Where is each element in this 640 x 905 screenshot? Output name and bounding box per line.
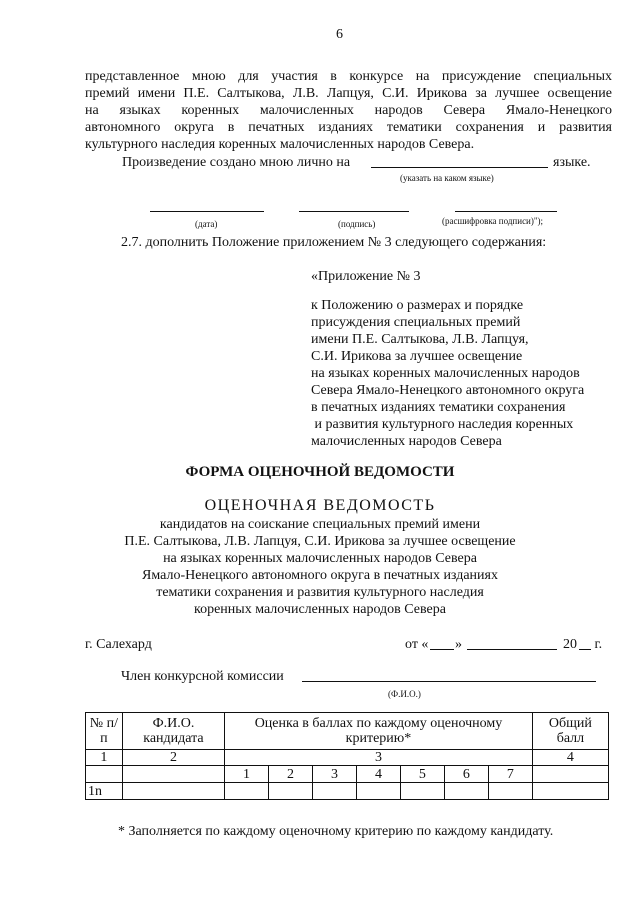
criterion-number: 3 xyxy=(313,766,357,783)
place: г. Салехард xyxy=(85,637,152,652)
appendix-line: имени П.Е. Салтыкова, Л.В. Лапцуя, xyxy=(311,332,529,347)
header-scores: Оценка в баллах по каждому оценочному критерию* xyxy=(225,713,533,750)
criterion-number: 4 xyxy=(356,766,400,783)
header-total: Общий балл xyxy=(532,713,608,750)
footnote: * Заполняется по каждому оценочному критерию по каждому кандидату. xyxy=(118,824,554,839)
col-index: 4 xyxy=(532,750,608,766)
intro-line: на языках коренных малочисленных народов Севера Ямало-Ненецкого xyxy=(85,103,612,118)
language-suffix: языке. xyxy=(553,155,591,170)
date-blank[interactable] xyxy=(150,211,264,212)
total-cell[interactable] xyxy=(532,783,608,800)
criterion-number: 5 xyxy=(400,766,444,783)
subtitle-line: тематики сохранения и развития культурного наследия xyxy=(156,585,484,600)
subtitle-line: П.Е. Салтыкова, Л.В. Лапцуя, С.И. Ирикова за лучшее освещение xyxy=(124,534,516,549)
appendix-line: С.И. Ирикова за лучшее освещение xyxy=(311,349,523,364)
appendix-line: к Положению о размерах и порядке xyxy=(311,298,524,313)
signature-blank[interactable] xyxy=(299,211,409,212)
col-index: 3 xyxy=(225,750,533,766)
appendix-title: «Приложение № 3 xyxy=(311,269,421,284)
appendix-line: и развития культурного наследия коренных xyxy=(311,417,574,432)
col-index: 1 xyxy=(86,750,123,766)
date-hint: (дата) xyxy=(195,219,218,229)
decoding-hint: (расшифровка подписи)"); xyxy=(442,216,544,226)
intro-line: представленное мною для участия в конкурсе на присуждение специальных xyxy=(85,69,612,84)
score-cell[interactable] xyxy=(444,783,488,800)
criterion-number: 2 xyxy=(269,766,313,783)
appendix-line: в печатных изданиях тематики сохранения xyxy=(311,400,566,415)
year-suffix: г. xyxy=(591,637,603,652)
year-blank[interactable] xyxy=(579,649,591,650)
amendment-text: 2.7. дополнить Положение приложением № 3 следующего содержания: xyxy=(121,235,547,250)
decoding-blank[interactable] xyxy=(455,211,557,212)
criterion-number: 6 xyxy=(444,766,488,783)
header-number: № п/п xyxy=(86,713,123,750)
header-name: Ф.И.О. кандидата xyxy=(122,713,224,750)
subtitle-line: на языках коренных малочисленных народов Севера xyxy=(163,551,477,566)
date-close: » xyxy=(455,637,462,652)
candidate-name-cell[interactable] xyxy=(122,783,224,800)
form-title: ФОРМА ОЦЕНОЧНОЙ ВЕДОМОСТИ xyxy=(185,464,455,480)
criterion-number: 1 xyxy=(225,766,269,783)
appendix-reference xyxy=(311,297,584,450)
subtitle-line: коренных малочисленных народов Севера xyxy=(194,602,446,617)
score-table xyxy=(85,712,609,800)
score-cell[interactable] xyxy=(313,783,357,800)
language-hint: (указать на каком языке) xyxy=(400,173,494,183)
col-index: 2 xyxy=(122,750,224,766)
score-cell[interactable] xyxy=(225,783,269,800)
score-cell[interactable] xyxy=(269,783,313,800)
language-blank[interactable] xyxy=(371,167,548,168)
year-prefix: 20 xyxy=(563,637,577,652)
member-label: Член конкурсной комиссии xyxy=(121,669,284,684)
table-number-row xyxy=(86,750,609,766)
appendix-line: Севера Ямало-Ненецкого автономного округа xyxy=(311,383,585,398)
table-row xyxy=(86,783,609,800)
date-from: от « xyxy=(405,637,429,652)
sheet-subtitle xyxy=(0,516,640,618)
intro-line-last: культурного наследия коренных малочисленных народов Севера. xyxy=(85,137,475,152)
score-cell[interactable] xyxy=(400,783,444,800)
member-hint: (Ф.И.О.) xyxy=(388,689,421,699)
sheet-title: ОЦЕНОЧНАЯ ВЕДОМОСТЬ xyxy=(204,497,436,514)
appendix-line: малочисленных народов Севера xyxy=(311,434,502,449)
page-number: 6 xyxy=(336,27,343,42)
member-name-blank[interactable] xyxy=(302,681,596,682)
intro-line: автономного округа в печатных изданиях тематики сохранения и развития xyxy=(85,120,612,135)
signature-hint: (подпись) xyxy=(338,219,376,229)
appendix-line: на языках коренных малочисленных народов xyxy=(311,366,580,381)
day-blank[interactable] xyxy=(430,649,454,650)
language-prefix: Произведение создано мною лично на xyxy=(122,155,351,170)
row-number: 1n xyxy=(86,783,123,800)
table-criteria-row xyxy=(86,766,609,783)
table-header-row xyxy=(86,713,609,750)
intro-line: премий имени П.Е. Салтыкова, Л.В. Лапцуя, С.И. Ирикова за лучшее освещение xyxy=(85,86,612,101)
table-cell xyxy=(122,766,224,783)
subtitle-line: кандидатов на соискание специальных премий имени xyxy=(159,517,481,532)
score-cell[interactable] xyxy=(488,783,532,800)
criterion-number: 7 xyxy=(488,766,532,783)
intro-paragraph xyxy=(85,68,612,153)
month-blank[interactable] xyxy=(467,649,557,650)
subtitle-line: Ямало-Ненецкого автономного округа в печатных изданиях xyxy=(142,568,498,583)
score-cell[interactable] xyxy=(356,783,400,800)
table-cell xyxy=(86,766,123,783)
table-cell xyxy=(532,766,608,783)
appendix-line: присуждения специальных премий xyxy=(311,315,521,330)
